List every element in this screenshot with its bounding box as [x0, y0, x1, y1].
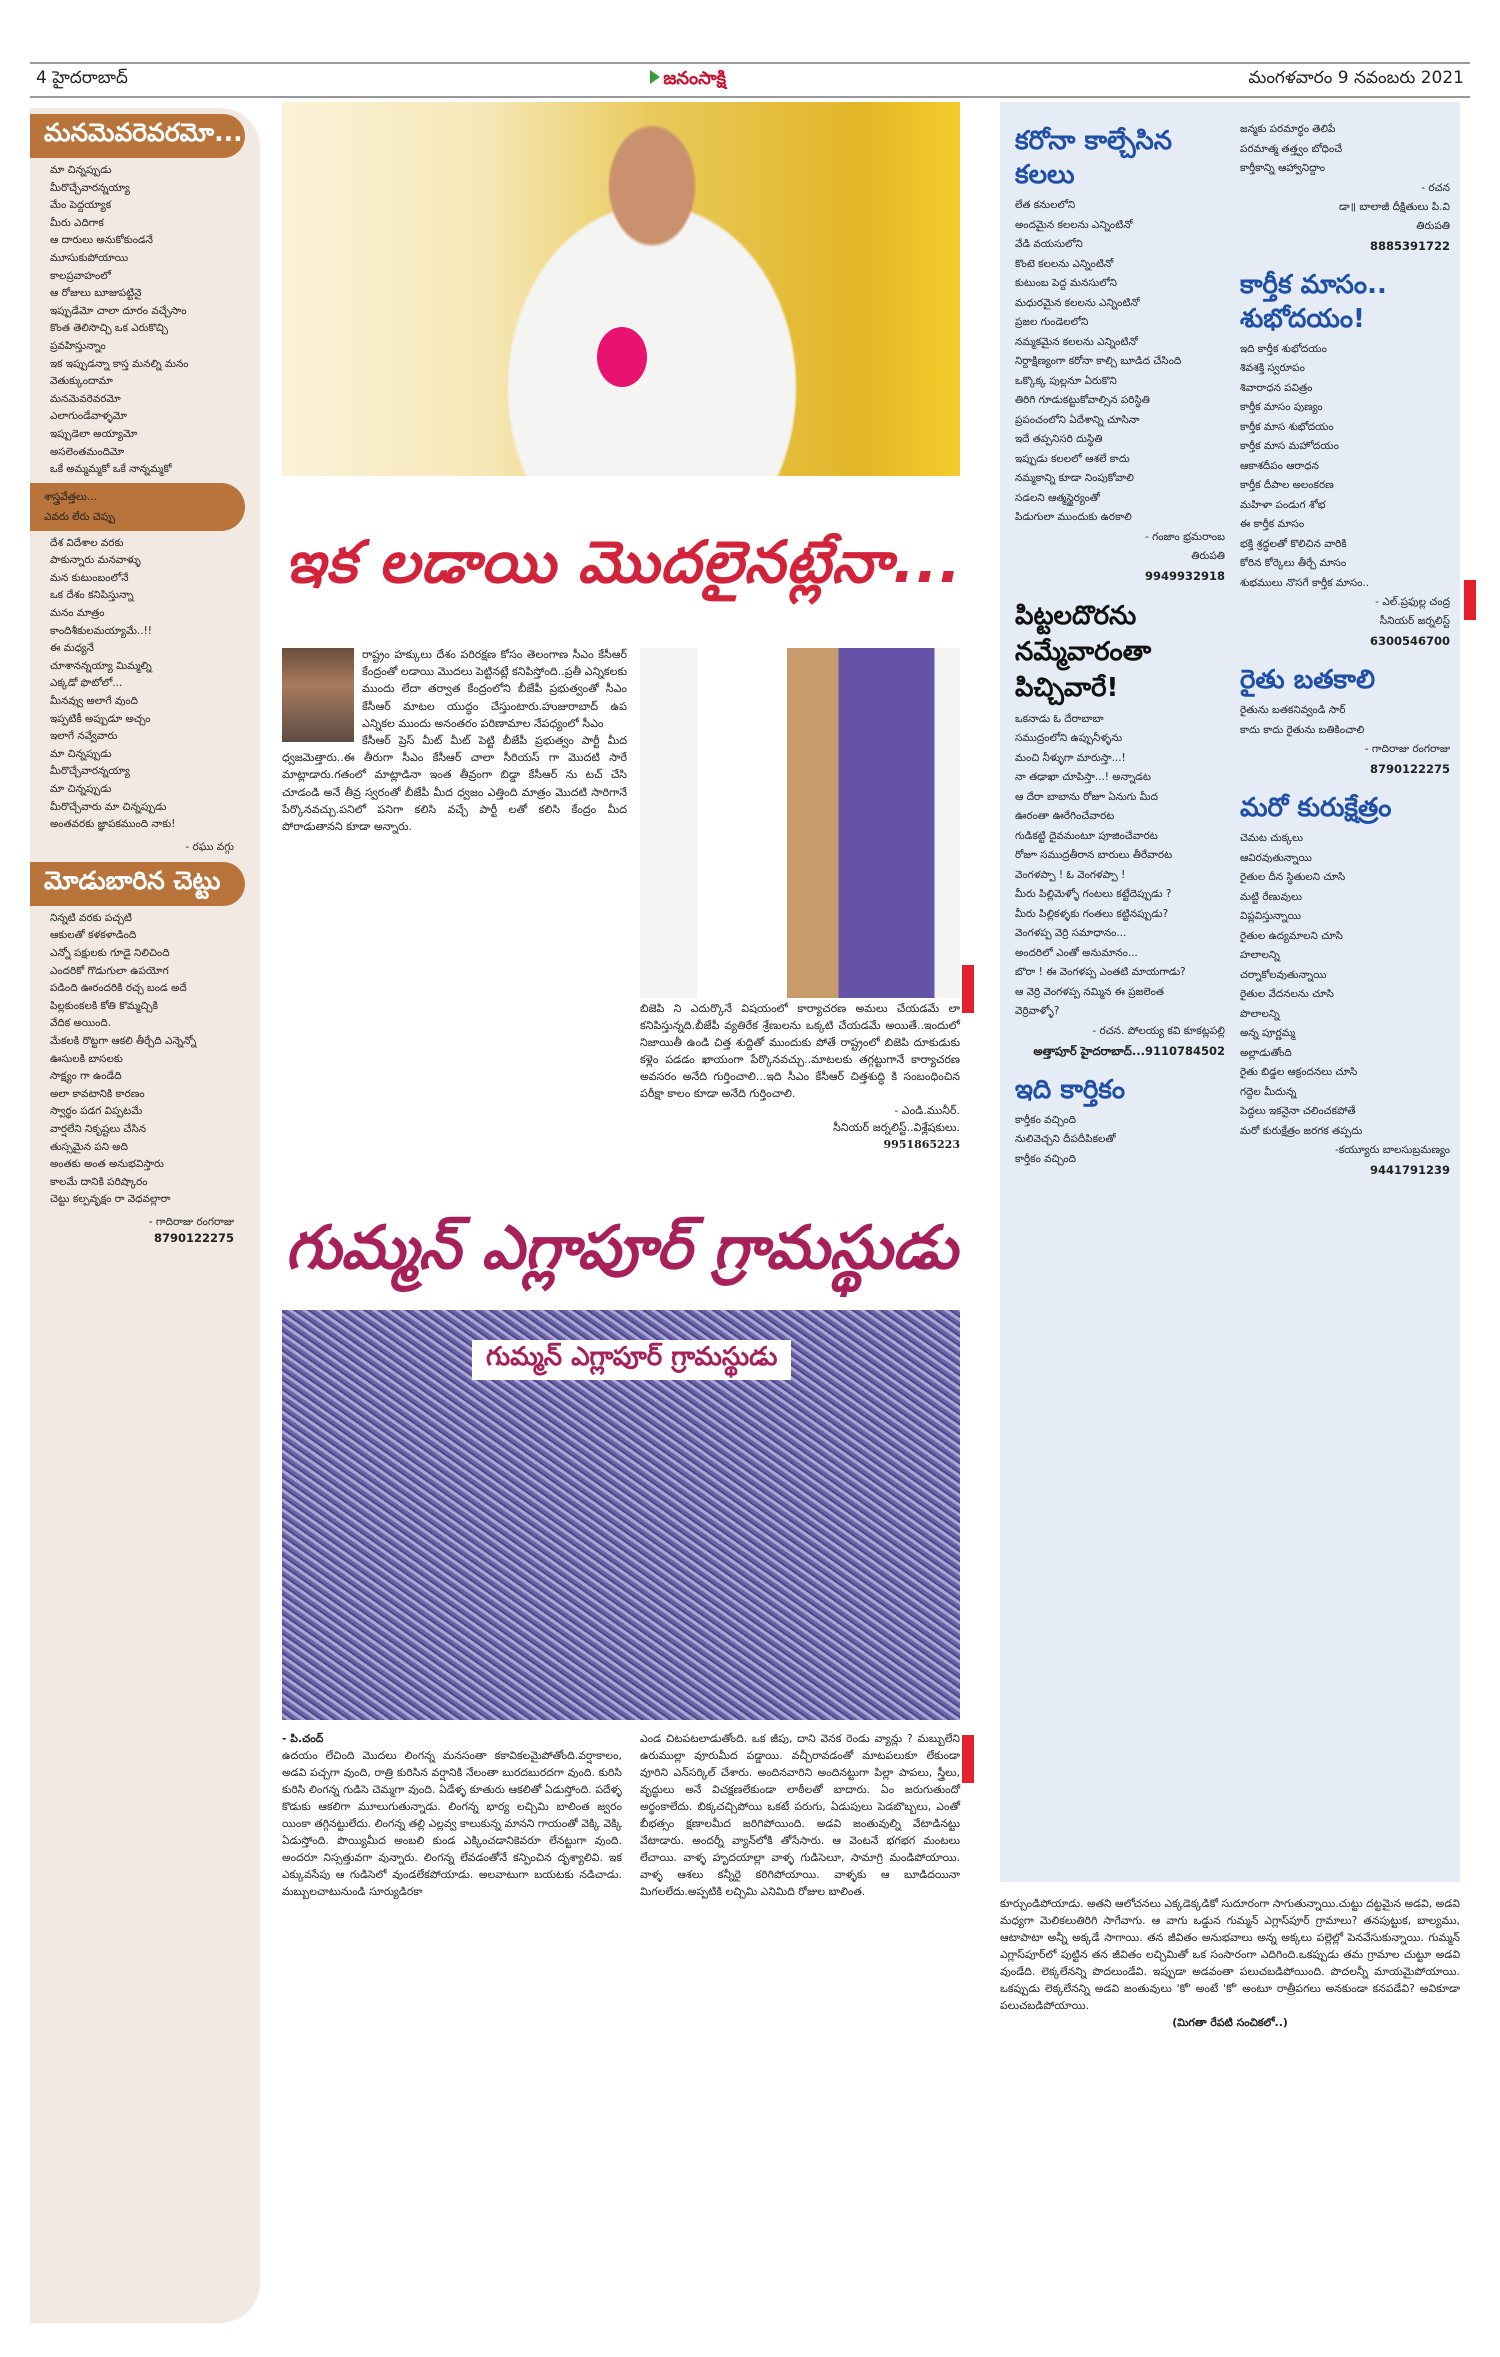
microphone	[597, 327, 647, 387]
poem-author: సీనియర్ జర్నలిస్ట్	[1379, 615, 1450, 627]
poem-line: మట్టి రేణువులు	[1240, 890, 1302, 903]
poem-line: సముద్రంలోని ఉప్పునీళ్ళను	[1015, 732, 1123, 744]
poem-line: మీరు పిల్లిమెళ్ళో గంటలు కట్టేదెప్పుడు ?	[1015, 888, 1172, 900]
kcr-modi-photo	[640, 648, 960, 998]
poem-title: కరోనా కాల్చేసిన కలలు	[1015, 126, 1173, 190]
poem-line: అసలెంతమందిమో	[50, 445, 125, 458]
poem-line: దేశ విదేశాల వరకు	[50, 536, 124, 549]
poem-line: మా చిన్నప్పుడు	[50, 747, 112, 760]
poem-line: వెతుక్కుందామా	[50, 375, 113, 388]
story-author: - పి.చంద్	[282, 1732, 324, 1745]
poem-line: కార్తీకాన్ని ఆహ్వానిద్దాం	[1240, 162, 1326, 174]
article-paragraph: రాష్ట్రం హక్కులు దేశం పరిరక్షణ కోసం తెలంగాణ సీఎం కేసీఆర్ కేంద్రంతో లడాయి మొదలు పెట్టినట్లే కనిపిస్తోంది..ప్రతీ ఎన్నికలకు ముందు లేదా తర్వాత కేంద్రంలోని బీజేపీ ప్రభుత్వంతో సీఎం కేసీఆర్ మాటల యుద్ధం చేస్తుంటారు.హుజురాబాద్ ఉప ఎన్నికల ముందు అనంతరం పరిణామాల నేపధ్యంలో సీఎం	[362, 648, 627, 730]
poem-author: - రచన. పోలయ్య కవి కూకట్లపల్లి	[1092, 1024, 1225, 1037]
poem-line: వెంగళప్ప వెర్రి సమాధానం...	[1015, 927, 1127, 939]
poetry-column-a	[1015, 120, 1225, 1177]
headline-main: ఇక లడాయి మొదలైనట్లేనా...	[285, 528, 962, 596]
poem-line: శివశక్తి స్వరూపం	[1240, 362, 1305, 374]
poem-author: -కయ్యూరు బాలసుబ్రమణ్యం	[1334, 1144, 1450, 1156]
poem-line: పెద్దలు ఇకనైనా చలించకపోతే	[1240, 1105, 1356, 1117]
headline-story: గుమ్మన్ ఎగ్లాపూర్ గ్రామస్థుడు	[285, 1213, 958, 1283]
poem-author: - గాదిరాజు రంగరాజు	[148, 1215, 234, 1228]
story-paragraph: కూర్చుండిపోయాడు. అతని ఆలోచనలు ఎక్కడెక్కడికో సుదూరంగా సాగుతున్నాయి.చుట్టు దట్టమైన అడవి, అడవి మధ్యగా మెలికలుతిరిగి సాగేవాగు. ఆ వాగు ఒడ్డున గుమ్మన్ ఎగ్లాస్‌పూర్ గ్రామాలు? తనపుట్టుక, బాల్యము, ఆటాపాటా అన్నీ అక్కడే సాగాయి. తన జీవితం అనుభవాలు అన్న అక్కలు పల్లెల్లో పెనవేసుకున్నాయి. గుమ్మన్ ఎగ్లాస్‌పూర్‌లో పుట్టిన తన జీవితం లచ్చిమితో ఒక సంసారంగా ఎదిగింది.ఒకప్పుడు తమ గ్రామాల చుట్టూ అడవి వుండేది. లెక్కలేనన్ని పొదలుండేవి. ఇప్పుడా అడవంతా పలుచబడిపోయింది. పొదలన్నీ మాయమైపోయాయి. ఒకప్పుడు లెక్కలేనన్ని అడవి జంతువులు 'కో' అంటే 'కో' అంటూ రాత్రీపగలు అనకుండా కనపడేవి? అవికూడా పలుచబడిపోయాయి.	[1000, 1897, 1460, 2012]
poem-line: స్వార్థం పడగ విప్పటమే	[50, 1105, 143, 1118]
author-phone: 9951865223	[883, 1138, 960, 1151]
author-phone: 9949932918	[1144, 568, 1225, 583]
poem-title: కార్తీక మాసం.. శుభోదయం!	[1240, 269, 1387, 334]
story-paragraph: ఎండ చిటపటలాడుతోంది. ఒక జీపు, దాని వెనక రెండు వ్యాన్లు ? మబ్బులేని ఉరుముల్లా వూరుమీద పడ్డాయి. వచ్చీరావడంతో మాటపలుకూ లేకుండా వూరిని ఎన్‌సర్కిల్ చేశారు. అందినవారిని అందినట్టుగా పిల్లా పాపలు, స్త్రీలు, వృద్ధులు అనే విచక్షణలేకుండా లాఠీలతో బాదారు. ఏం జరుగుతుందో అర్థంకాలేదు. బిక్కచచ్చిపోయి ఒకటే పరుగు, ఏడుపులు పెడబొబ్బలు, ఎంతో బీభత్సం క్షణాలమీద జరిగిపోయింది. అడవి జంతువుల్ని వేటాడినట్టు వేటాడారు. అందర్నీ వ్యాన్‌లోకి తోసేసారు. ఆ వెంటనే భగభగ మంటలు లేచాయి. వాళ్ళ హృదయాల్లా వాళ్ళ గుడిసెలూ, సామాగ్రి మండిపోయాయి. వాళ్ళ ఆశలు కన్నీరై కరిగిపోయాయి. వాళ్ళకు ఆ బూడిదయినా మిగలలేదు.అప్పటికి లచ్చిమి ఎనిమిది రోజుల బాలింత.	[640, 1732, 960, 1898]
poem-line: కార్తీక దీపాల అలంకరణ	[1240, 479, 1334, 491]
poem-line: ఒకనాడు ఓ దేరాబాబా	[1015, 712, 1104, 725]
poem-line: కోరిన కోర్కెలు తీర్చే మాసం	[1240, 557, 1347, 569]
poem-line: మరో కురుక్షేత్రం జరగక తప్పదు	[1240, 1124, 1363, 1137]
poem-line: మేకలకి రొట్టగా ఆకలి తీర్చేది ఎన్నెన్నో	[50, 1034, 197, 1047]
poem-block	[1240, 787, 1450, 1180]
poem-title: ఇది కార్తికం	[1015, 1074, 1126, 1105]
poem-line: ఎక్కడో ఫొటోలో...	[50, 677, 123, 690]
poem-line: ఒక్కొక్క పుల్లనూ ఏరుకొని	[1015, 374, 1117, 387]
poem-line: కార్తీక మాసం పుణ్యం	[1240, 401, 1323, 413]
highlighted-lines	[30, 483, 245, 531]
poem-line: కాలప్రవాహంలో	[50, 269, 111, 282]
poem-author: - గాదిరాజు రంగరాజు	[1364, 743, 1450, 755]
poem-line: మా చిన్నప్పుడు	[50, 164, 112, 176]
poem-line: అందమైన కలలను ఎన్నింటినో	[1015, 218, 1133, 231]
continued-note: (మిగతా రేపటి సంచికలో..)	[1172, 2016, 1288, 2029]
poem-line: ఎవరు లేరు చెప్పు	[44, 510, 116, 523]
article-author: - ఎండి.మునీర్.	[894, 1104, 960, 1117]
story-column-1	[282, 1730, 622, 1900]
story-paragraph: ఉదయం లేచింది మొదలు లింగన్న మనసంతా కకావికలమైపోతోంది.వర్షాకాలం, అడవి పచ్చగా వుంది, రాత్రి కురిసిన వర్షానికి నేలంతా బురదబురదగా వుంది. కురిసి కురిసి లింగన్న గుడిసె చెమ్మగా వుంది. ఏడేళ్ళ కూతురు ఆకలితో ఏడుస్తోంది. పదేళ్ళ కొడుకు ఆకలిగా మూలుగుతున్నాడు. లింగన్న భార్య లచ్చిమి బాలింత జ్వరం యింకా తగ్గినట్టులేదు. లింగన్న తల్లి ఎల్లవ్వ కాలుకున్న మానని గాయంతో వెక్కి వెక్కి ఏడుస్తోంది. పొయ్యిమీద అంబలి కుండ ఎక్కించడానికెవరూ లేనట్టుగా వుంది. అందరూ నిస్సత్తువగా వున్నారు. లింగన్న లేవడంతోనే కన్పించిన దృశ్యాలివి. ఇక ఎక్కువసేపు ఆ గుడిసెలో వుండలేకపోయాడు. అలవాటుగా బయటకు నడిచాడు. మబ్బులచాటునుండి సూర్యుడిరకా	[282, 1749, 622, 1898]
poem-line: ఇప్పటికీ అప్పుడూ అచ్చం	[50, 712, 151, 725]
story-column-2	[640, 1730, 960, 1900]
poem-line: మీరొచ్చేవారన్నయ్యా	[50, 181, 130, 194]
poem-author: - గంజాం భ్రమరాంబ	[1144, 530, 1225, 543]
poem-line: మీనవ్వు అలాగే వుంది	[50, 695, 138, 708]
editorial-article-cont	[640, 1000, 960, 1153]
poem-title: రైతు బతకాలి	[1240, 665, 1376, 695]
poem-line: వెంగళప్పా ! ఓ వెంగళప్పా !	[1015, 868, 1126, 881]
poem-line: ప్రపంచంలోని ఏదేశాన్ని చూసినా	[1015, 413, 1140, 426]
poem-line: కాలమే దానికి పరిష్కారం	[50, 1175, 148, 1188]
poem-line: వేడి వయసులోని	[1015, 238, 1083, 250]
poem-line: ఆ వెర్రి వెంగళప్ప నమ్మిన ఈ ప్రజలెంత	[1015, 985, 1164, 998]
poem-line: కొంటె కలలను ఎన్నింటినో	[1015, 257, 1114, 270]
poem-line: కార్తీకం వచ్చింది	[1015, 1113, 1077, 1126]
poem-line: ఆ దేరా బాబాను రోజూ ఏనుగు మీద	[1015, 790, 1158, 803]
poem-author: డా॥ బాలాజీ దీక్షితులు పి.వి	[1339, 200, 1450, 213]
poem-line: కాదు కాదు రైతును బతికించాలి	[1240, 723, 1365, 736]
author-photo	[282, 648, 354, 742]
poem-line: ఆ రోజులు బూజుపట్టినై	[50, 287, 142, 300]
section-tag	[962, 1735, 974, 1783]
poem-line: రైతుల దీన స్థితులని చూసి	[1240, 871, 1346, 883]
poem-line: గుడికట్టి దైవమంటూ పూజించేవారట	[1015, 829, 1158, 842]
poem-line: ప్రవహిస్తున్నాం	[50, 339, 106, 352]
poem-line: కుటుంబ పెద్ద మనసులోని	[1015, 277, 1117, 289]
poem-line: మనమెవరెవరమో	[50, 392, 121, 405]
poem-author: - రఘు వగ్గు	[185, 840, 234, 853]
poem-line: మా చిన్నప్పుడు	[50, 783, 112, 795]
villagers-field-photo	[282, 1310, 960, 1720]
poem-body	[30, 158, 260, 483]
poem-line: మన కుటుంబంలోనే	[50, 571, 129, 584]
author-phone: 6300546700	[1369, 634, 1450, 648]
poem-line: నమ్మకమైన కలలను ఎన్నింటినో	[1015, 335, 1138, 348]
poem-line: జన్మకు పరమార్థం తెలిపే	[1240, 123, 1336, 135]
poem-line: మనం మాత్రం	[50, 607, 105, 620]
poem-line: రైతు బిడ్డల ఆక్రందనలు చూసి	[1240, 1066, 1358, 1078]
poem-line: ఇప్పుడేమో చాలా దూరం వచ్చేసాం	[50, 304, 187, 317]
page-number-section: 4 హైదరాబాద్	[36, 68, 128, 88]
poem-line: ఈ మధ్యనే	[50, 642, 94, 655]
poem-body	[30, 531, 260, 838]
poem-line: ఊసులకి బాసలకు	[50, 1052, 123, 1065]
poem-line: శాస్త్రవేత్తలు...	[44, 490, 98, 503]
poem-line: చర్నాకోలవుతున్నాయి	[1240, 968, 1327, 981]
poem-line: ఇప్పుడెలా అయ్యామో	[50, 427, 138, 440]
poem-line: రోజూ సముద్రతీరాన బారులు తీరేవారట	[1015, 849, 1173, 861]
kcr-press-photo	[282, 102, 960, 476]
poem-line: ప్రజల గుండెలలోని	[1015, 316, 1089, 328]
poem-line: గద్దెల మీదున్న	[1240, 1085, 1297, 1098]
poem-block	[1240, 659, 1450, 779]
poem-line: వెర్రివాళ్ళో?	[1015, 1005, 1060, 1017]
poem-line: అంతకు అంత అనుభవిస్తారు	[50, 1158, 164, 1171]
poem-line: రైతుల వేదనలను చూసి	[1240, 988, 1334, 1000]
poetry-panel	[1000, 102, 1460, 1882]
poem-line: తిరిగి గూడుకట్టుకోవాల్సిన పరిస్థితి	[1015, 394, 1150, 406]
poem-line: నిన్నటి వరకు పచ్చటి	[50, 911, 132, 924]
poem-line: పిడుగులా ముందుకు ఉరకాలి	[1015, 511, 1132, 523]
poem-line: వార్షలేని నికృష్టలు చేసిన	[50, 1122, 147, 1135]
poem-author: తిరుపతి	[1191, 549, 1225, 562]
poem-line: కాందిశీకులమయ్యామే..!!	[50, 624, 152, 637]
poem-line: తుస్సమైన పని అది	[50, 1140, 128, 1153]
poem-line: సాక్ష్యం గా ఉండేది	[50, 1070, 122, 1083]
poem-line: మీరు పిల్లికళ్ళకు గంతలు కట్టినప్పుడు?	[1015, 907, 1169, 920]
poem-line: ఇలాగే నవ్వేవారు	[50, 730, 118, 743]
poem-line: మహిళా పండుగ శోభ	[1240, 498, 1326, 511]
editorial-article	[282, 646, 627, 835]
section-tag	[962, 965, 974, 1013]
poem-line: ఇదే తప్పనిసరి దుస్థితి	[1015, 433, 1103, 445]
poem-line: నులివెచ్చని దీపదీపికలతో	[1015, 1133, 1116, 1145]
poem-block	[1015, 120, 1225, 586]
poem-line: శుభములు నొసగే కార్తీక మాసం..	[1240, 576, 1370, 589]
poem-block	[1240, 264, 1450, 652]
poem-line: పాకున్నారు మనవాళ్ళు	[50, 554, 141, 567]
poem-line: కార్తీక మాస శుభోదయం	[1240, 420, 1334, 433]
poem-line: ఎన్నో పక్షులకు గూడై నిలిచింది	[50, 946, 170, 959]
poem-line: అలా కావటానికి కారణం	[50, 1087, 145, 1100]
poem-line: ఊరంతా ఊరేగించేవారట	[1015, 810, 1115, 822]
poem-line: చెమట చుక్కలు	[1240, 832, 1303, 844]
poem-line: ఆవిరవుతున్నాయి	[1240, 851, 1312, 864]
author-phone: 8885391722	[1369, 238, 1450, 253]
article-paragraph: బిజెపి ని ఎదుర్కొనే విషయంలో కార్యాచరణ అమలు చేయడమే లా కనిపిస్తున్నది.బీజేపీ వ్యతిరేక శ్రేణులను ఒక్కటి చేయడమే అయితే..ఇందులో నిజాయితీ ఉండి చిత్త శుద్దితో ముందుకు పోతే రాష్ట్రంలో బిజెపి దూకుడుకు కళ్లెం పడడం ఖాయంగా పేర్కొనవచ్చు..మాటలకు తగ్గట్టుగానే కార్యాచరణ అవసరం అనేది గుర్తించాలి...ఇది సీఎం కేసీఆర్ చిత్తశుద్ధి కి సంబంధించిన పరీక్షా కాలం కూడా అనేది గుర్తించాలి.	[640, 1002, 960, 1100]
poem-line: ఆ దారులు అనుకోకుండనే	[50, 234, 153, 247]
author-phone: 8790122275	[153, 1230, 234, 1245]
author-role: సీనియర్ జర్నలిస్ట్..విశ్లేషకులు.	[833, 1121, 960, 1134]
poem-line: ఎలాగుండేవాళ్ళమో	[50, 410, 128, 423]
poem-line: కొంత తెలిసొచ్చి ఒక ఎరుకొచ్చి	[50, 322, 168, 335]
poem-line: బొరా ! ఈ వెంగళప్ప ఎంతటి మాయగాడు?	[1015, 966, 1186, 978]
poem-line: ఆకాశదీపం ఆరాధన	[1240, 459, 1319, 472]
poem-line: అంతవరకు జ్ఞాపకముంది నాకు!	[50, 818, 176, 831]
poem-line: మీరు ఎదిగాక	[50, 216, 104, 229]
poem-line: భక్తి శ్రద్ధలతో కొలిచిన వారికి	[1240, 537, 1347, 550]
author-phone: 9441791239	[1369, 1163, 1450, 1177]
poem-body	[30, 906, 260, 1213]
poem-block	[1015, 1069, 1225, 1170]
poem-line: ఒకే అమ్మమ్మకో ఒకే నాన్నమ్మకో	[50, 463, 172, 476]
section-tag	[1464, 580, 1476, 620]
photo-caption: గుమ్మన్ ఎగ్లాపూర్ గ్రామస్థుడు	[472, 1340, 791, 1380]
poem-title: మోడుబారిన చెట్టు	[30, 862, 245, 906]
poem-line: నమ్మకాన్ని కూడా నింపుకోవాలి	[1015, 472, 1134, 484]
poem-line: పడింది ఊరందరికి రచ్చ బండ అదే	[50, 982, 187, 995]
poem-line: కార్తీకం వచ్చింది	[1015, 1152, 1077, 1165]
poem-line: చెట్టు కల్పవృక్షం రా వెధవల్లారా	[50, 1193, 171, 1206]
poem-line: అందరిలో ఎంతో అనుమానం...	[1015, 946, 1138, 959]
story-column-3	[1000, 1895, 1460, 2031]
poem-line: విప్లవిస్తున్నాయి	[1240, 910, 1302, 922]
left-poem-column	[30, 108, 260, 2323]
poem-line: ఒక దేశం కనిపిస్తున్నా	[50, 589, 134, 602]
poem-line: మూసుకుపోయాయి	[50, 251, 129, 264]
poem-line: లేత కనులలోని	[1015, 199, 1076, 211]
poem-line: రైతుల ఉద్యమాలని చూసి	[1240, 929, 1343, 942]
poem-line: ఆకులతో కళకళాడింది	[50, 929, 137, 942]
poem-title: పిట్టలదొరను నమ్మేవారంతా పిచ్చివారే!	[1015, 600, 1152, 703]
poem-line: ఈ కార్తీక మాసం	[1240, 518, 1305, 530]
poem-line: ఇది కార్తీక శుభోదయం	[1240, 342, 1327, 355]
page-header	[30, 62, 1470, 98]
article-paragraph: కేసీఆర్ ప్రెస్ మీట్ మీట్ పెట్టి బీజేపీ ప్రభుత్వం పార్టీ మీద ధ్వజమెత్తారు..ఈ తీరుగా సీఎం కేసీఆర్ చాలా సీరియస్ గా మొదటి సారే మాట్లాడారు.గతంలో మాట్లాడినా ఇంత తీవ్రంగా బిడ్డా కేసీఆర్ ను టచ్ చేసి చూడండి అనే తీవ్ర స్వరంతో బీజేపీ మీద ధ్వజం ఎత్తింది మాత్రం మొదటి సారిగానే పేర్కొనవచ్చు.పనిలో పనిగా కలిసి వచ్చే పార్టీ లతో కలిసి కేంద్రం మీద పోరాడుతానని కూడా అన్నారు.	[282, 734, 627, 834]
poem-line: అన్న పూర్ణమ్మ	[1240, 1027, 1296, 1039]
poem-title: మరో కురుక్షేత్రం	[1240, 793, 1392, 823]
poem-title: మనమెవరెవరమో...	[30, 114, 245, 158]
poem-block	[1240, 120, 1450, 256]
poem-line: హలాలన్ని	[1240, 949, 1280, 961]
poem-line: ఇప్పుడు కలలలో ఆశలే కాదు	[1015, 452, 1130, 465]
newspaper-logo: జనంసాక్షి	[650, 68, 726, 93]
poem-line: రైతును బతకనివ్వండి సార్	[1240, 704, 1346, 716]
poem-line: శివారాధన పవిత్రం	[1240, 381, 1313, 394]
poem-line: అల్లాడుతోంది	[1240, 1046, 1292, 1059]
poem-line: వేదిక అయింది.	[50, 1017, 112, 1030]
author-phone: అత్తాపూర్ హైదరాబాద్...9110784502	[1033, 1043, 1225, 1058]
issue-date: మంగళవారం 9 నవంబరు 2021	[1248, 68, 1464, 88]
poem-line: నిర్దాక్షిణ్యంగా కరోనా కాల్చి బూడిద చేసింది	[1015, 355, 1182, 367]
poem-line: కార్తీక మాస మహోదయం	[1240, 440, 1339, 452]
poem-line: నా తఢాఖా చూపిస్తా...! అన్నాడట	[1015, 771, 1151, 783]
author-phone: 8790122275	[1369, 762, 1450, 776]
poem-line: సడలని ఆత్మస్థైర్యంతో	[1015, 491, 1100, 504]
poem-line: మేం పెద్దయ్యాక	[50, 199, 112, 212]
poem-line: మీరొచ్చేవారు మా చిన్నప్పుడు	[50, 800, 167, 813]
poetry-column-b	[1240, 120, 1450, 1188]
poem-author: తిరుపతి	[1416, 219, 1450, 232]
poem-line: ఎందరికో గొడుగులా ఉపయోగ	[50, 964, 169, 977]
poem-line: పొలాలన్ని	[1240, 1007, 1280, 1020]
poem-author: - రచన	[1421, 181, 1450, 194]
poem-line: మంచి నీళ్ళుగా మారుస్తా...!	[1015, 751, 1126, 764]
poem-line: మధురమైన కలలను ఎన్నింటినో	[1015, 296, 1140, 309]
poem-line: చూశానన్నయ్యా మిమ్మల్ని	[50, 659, 152, 672]
poem-line: పరమాత్మ తత్త్వం బోధించే	[1240, 142, 1343, 155]
poem-line: ఇక ఇప్పుడన్నా కాస్త మనల్ని మనం	[50, 357, 189, 370]
poem-author: - ఎల్.ప్రఫుల్ల చంద్ర	[1375, 596, 1450, 608]
poem-line: పిల్లకుంకలకి కోతి కొమ్మచ్చికి	[50, 999, 158, 1012]
poem-block	[1015, 594, 1225, 1061]
poem-line: మీరొచ్చేవారన్నయ్యా	[50, 765, 130, 778]
